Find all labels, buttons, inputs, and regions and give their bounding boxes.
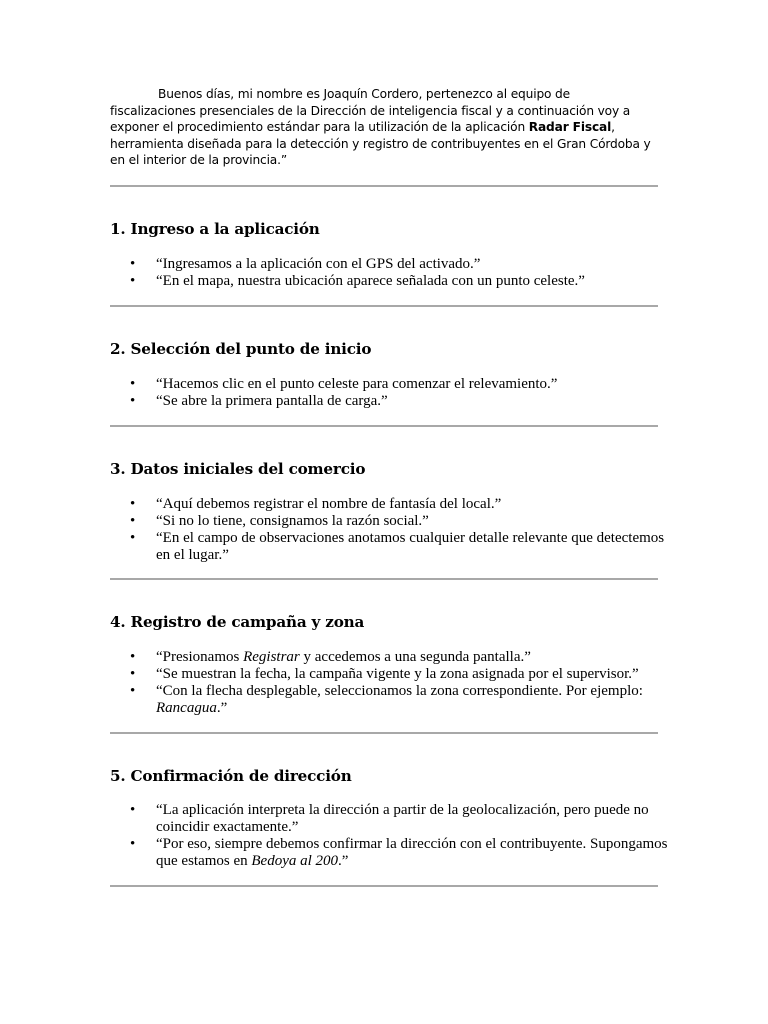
section-list [110,256,670,290]
intro-paragraph [110,86,658,169]
section-heading: 3. Datos iniciales del comercio [110,460,366,478]
divider [110,185,658,187]
section-heading: 2. Selección del punto de inicio [110,340,372,358]
bullet: • [130,513,136,529]
list-item [110,530,670,564]
intro-text-end: , herramienta diseñada para la detección y registro de contribuyentes en el Gran Córdoba y en el interior de la provincia.” [110,120,651,167]
item-text: “Se abre la primera pantalla de carga.” [156,393,388,409]
list-item [110,802,670,836]
item-emphasis: Registrar [243,649,300,665]
bullet: • [130,530,136,546]
item-text: “Se muestran la fecha, la campaña vigente y la zona asignada por el supervisor.” [156,666,639,682]
item-text: “Ingresamos a la aplicación con el GPS del activado.” [156,256,481,272]
section-heading: 1. Ingreso a la aplicación [110,220,320,238]
item-text: “La aplicación interpreta la dirección a partir de la geolocalización, pero puede no coincidir exactamente.” [156,802,649,835]
item-emphasis: Rancagua [156,700,217,716]
list-item [110,496,670,513]
list-item [110,683,670,717]
item-text: “En el campo de observaciones anotamos cualquier detalle relevante que detectemos en el lugar.” [156,530,665,563]
item-text: y accedemos a una segunda pantalla.” [299,649,531,665]
list-item [110,273,670,290]
item-text: “En el mapa, nuestra ubicación aparece señalada con un punto celeste.” [156,273,585,289]
divider [110,578,658,580]
bullet: • [130,649,136,665]
item-text: “Si no lo tiene, consignamos la razón social.” [156,513,429,529]
list-item [110,649,670,666]
section-list [110,649,670,717]
divider [110,305,658,307]
item-text: .” [338,853,349,869]
bullet: • [130,666,136,682]
item-text: “Presionamos [156,649,244,665]
item-text: “Aquí debemos registrar el nombre de fantasía del local.” [156,496,502,512]
section-heading: 5. Confirmación de dirección [110,767,352,785]
bullet: • [130,683,136,699]
divider [110,885,658,887]
item-text: .” [216,700,228,716]
divider [110,425,658,427]
list-item [110,666,670,683]
section-list [110,496,670,564]
divider [110,732,658,734]
bullet: • [130,256,136,272]
list-item [110,376,670,393]
app-name: Radar Fiscal [528,120,612,134]
bullet: • [130,393,136,409]
item-text: “Con la flecha desplegable, seleccionamos la zona correspondiente. Por ejemplo: [156,683,643,699]
list-item [110,256,670,273]
list-item [110,836,670,870]
item-text: “Hacemos clic en el punto celeste para comenzar el relevamiento.” [156,376,558,392]
section-list [110,376,670,410]
item-emphasis: Bedoya al 200 [251,853,339,869]
bullet: • [130,273,136,289]
section-list [110,802,670,870]
bullet: • [130,802,136,818]
list-item [110,513,670,530]
list-item [110,393,670,410]
bullet: • [130,836,136,852]
item-text: “Por eso, siempre debemos confirmar la dirección con el contribuyente. Supongamos que estamos en [156,836,668,869]
bullet: • [130,496,136,512]
intro-text: Buenos días, mi nombre es Joaquín Cordero, pertenezco al equipo de fiscalizaciones presenciales de la Dirección de inteligencia fiscal y a continuación voy a exponer el procedimiento estándar para la utilización de la aplicación [110,87,631,134]
section-heading: 4. Registro de campaña y zona [110,613,365,631]
bullet: • [130,376,136,392]
